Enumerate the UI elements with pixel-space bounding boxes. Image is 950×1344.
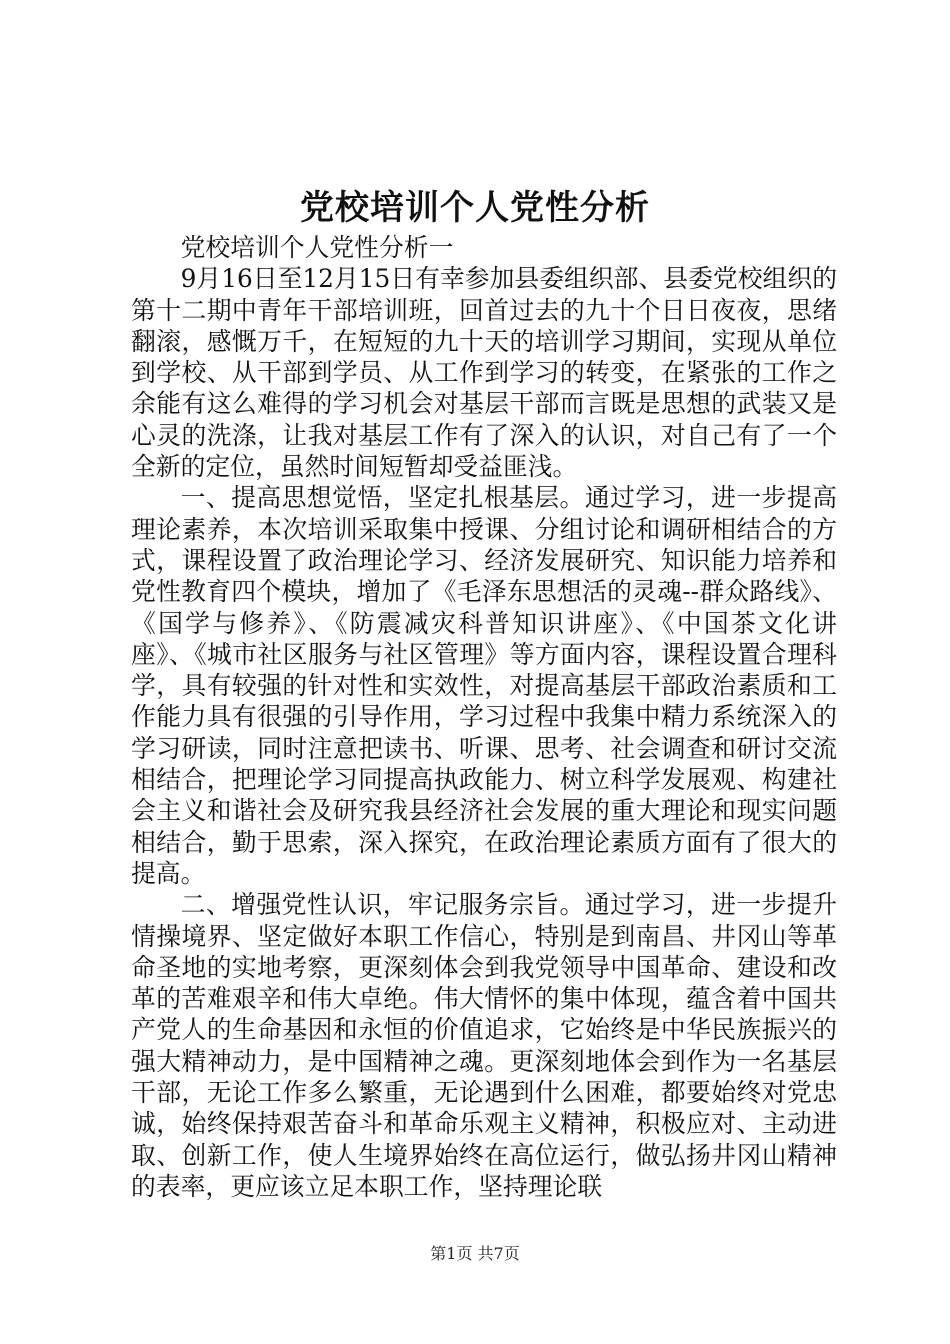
paragraph-section-two: 二、增强党性认识，牢记服务宗旨。通过学习，进一步提升情操境界、坚定做好本职工作信心，特别是到南昌、井冈山等革命圣地的实地考察，更深刻体会到我党领导中国革命、建设和改革的苦难艰辛和伟大卓绝。伟大情怀的集中体现，蕴含着中国共产党人的生命基因和永恒的价值追求，它始终是中华民族振兴的强大精神动力，是中国精神之魂。更深刻地体会到作为一名基层干部，无论工作多么繁重，无论遇到什么困难，都要始终对党忠诚，始终保持艰苦奋斗和革命乐观主义精神，积极应对、主动进取、创新工作，使人生境界始终在高位运行，做弘扬井冈山精神的表率，更应该立足本职工作，坚持理论联 (131, 890, 837, 1201)
paragraph-intro: 9月16日至12月15日有幸参加县委组织部、县委党校组织的第十二期中青年干部培训班，回首过去的九十个日日夜夜，思绪翻滚，感慨万千，在短短的九十天的培训学习期间，实现从单位到学校、从干部到学员、从工作到学习的转变，在紧张的工作之余能有这么难得的学习机会对基层干部而言既是思想的武装又是心灵的洗涤，让我对基层工作有了深入的认识，对自己有了一个全新的定位，虽然时间短暂却受益匪浅。 (131, 264, 837, 482)
document-body (131, 232, 837, 1202)
document-title: 党校培训个人党性分析 (300, 188, 650, 228)
page-footer: 第1页 共7页 (430, 1244, 520, 1263)
paragraph-section-one: 一、提高思想觉悟，坚定扎根基层。通过学习，进一步提高理论素养，本次培训采取集中授课、分组讨论和调研相结合的方式，课程设置了政治理论学习、经济发展研究、知识能力培养和党性教育四个模块，增加了《毛泽东思想活的灵魂--群众路线》、《国学与修养》、《防震减灾科普知识讲座》、《中国茶文化讲座》、《城市社区服务与社区管理》等方面内容，课程设置合理科学，具有较强的针对性和实效性，对提高基层干部政治素质和工作能力具有很强的引导作用，学习过程中我集中精力系统深入的学习研读，同时注意把读书、听课、思考、社会调查和研讨交流相结合，把理论学习同提高执政能力、树立科学发展观、构建社会主义和谐社会及研究我县经济社会发展的重大理论和现实问题相结合，勤于思索，深入探究，在政治理论素质方面有了很大的提高。 (131, 483, 837, 888)
section-heading: 党校培训个人党性分析一 (180, 233, 454, 262)
